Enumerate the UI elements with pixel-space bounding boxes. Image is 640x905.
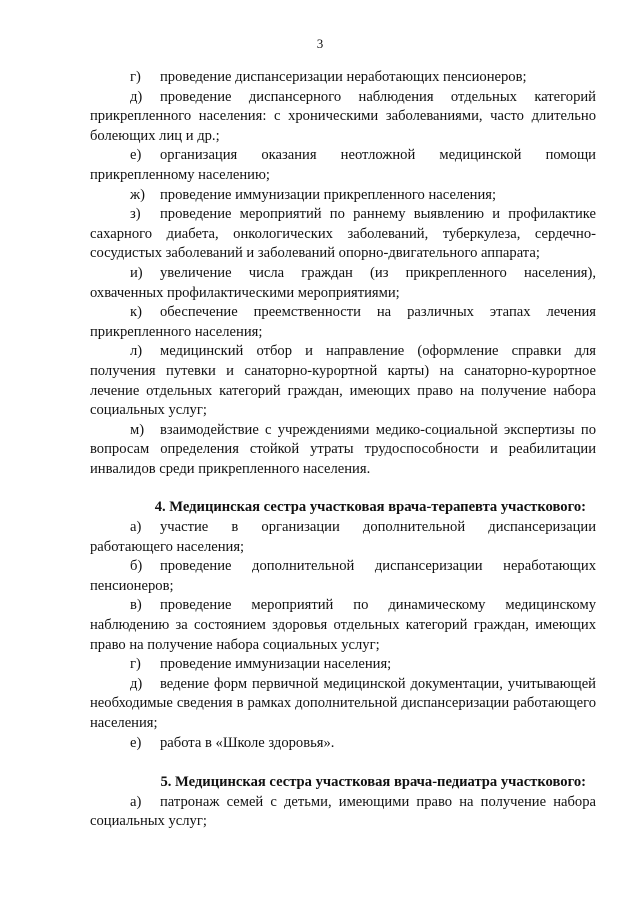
item-text: медицинский отбор и направление (оформление справки для получения путевки и санаторно-курортной карты) на санаторно-курортное лечение отдельных категорий граждан, имеющих право на получение набора социальных услуг; (90, 343, 596, 419)
section-spacer (90, 753, 596, 773)
list-item-a (90, 518, 596, 557)
item-letter: в) (130, 597, 142, 614)
item-letter: л) (130, 343, 143, 360)
item-letter: г) (130, 69, 141, 85)
item-letter: з) (130, 206, 141, 223)
item-text: взаимодействие с учреждениями медико-социальной экспертизы по вопросам определения стойкой утраты трудоспособности и реабилитации инвалидов среди прикрепленного населения. (90, 421, 596, 477)
item-text: проведение иммунизации прикрепленного населения; (160, 186, 497, 203)
item-text: проведение дополнительной диспансеризации неработающих пенсионеров; (90, 558, 596, 594)
list-item-i (90, 264, 596, 303)
item-text: проведение диспансерного наблюдения отдельных категорий прикрепленного населения: с хроническими заболеваниями, часто длительно болеющих лиц и др.; (90, 88, 596, 144)
section-5-heading: 5. Медицинская сестра участковая врача-педиатра участкового: (160, 774, 586, 791)
page-number: 3 (316, 36, 324, 51)
item-text: обеспечение преемственности на различных этапах лечения прикрепленного населения; (90, 304, 596, 340)
list-item-l (90, 342, 596, 420)
item-letter: б) (130, 558, 143, 575)
section-spacer (90, 479, 596, 498)
item-letter: е) (130, 734, 142, 751)
item-text: проведение диспансеризации неработающих пенсионеров; (160, 69, 527, 85)
list-item-d (90, 675, 596, 734)
list-item-zh (90, 186, 596, 206)
item-letter: д) (130, 675, 143, 692)
item-letter: г) (130, 656, 141, 673)
item-text: участие в организации дополнительной диспансеризации работающего населения; (90, 519, 596, 555)
item-text: проведение иммунизации населения; (160, 656, 392, 673)
item-text: работа в «Школе здоровья». (160, 734, 335, 751)
item-text: проведение мероприятий по раннему выявлению и профилактике сахарного диабета, онкологических заболеваний, туберкулеза, сердечно-сосудистых заболеваний и заболеваний опорно-двигательного аппарата; (90, 206, 596, 262)
item-letter: и) (130, 264, 143, 281)
item-letter: д) (130, 88, 143, 105)
list-item-m (90, 421, 596, 480)
list-item-d (90, 88, 596, 147)
item-letter: а) (130, 519, 142, 536)
item-letter: к) (130, 304, 142, 321)
item-letter: е) (130, 147, 142, 164)
item-text: проведение мероприятий по динамическому медицинскому наблюдению за состоянием здоровья отдельных категорий граждан, имеющих право на получение набора социальных услуг; (90, 597, 596, 653)
list-item-b (90, 557, 596, 596)
item-text: увеличение числа граждан (из прикрепленного населения), охваченных профилактическими мероприятиями; (90, 264, 596, 301)
list-item-g (90, 68, 596, 88)
list-item-k (90, 303, 596, 342)
item-text: организация оказания неотложной медицинской помощи прикрепленному населению; (90, 147, 596, 183)
item-text: патронаж семей с детьми, имеющими право на получение набора социальных услуг; (90, 793, 596, 830)
section-4-heading: 4. Медицинская сестра участковая врача-терапевта участкового: (154, 499, 586, 516)
list-item-v (90, 596, 596, 655)
list-item-a (90, 793, 596, 832)
document-body (90, 68, 596, 832)
list-item-e (90, 146, 596, 185)
item-letter: ж) (130, 186, 145, 203)
item-text: ведение форм первичной медицинской документации, учитывающей необходимые сведения в рамках дополнительной диспансеризации работающего населения; (90, 675, 596, 731)
list-item-e (90, 734, 596, 754)
item-letter: м) (130, 421, 145, 438)
list-item-z (90, 205, 596, 264)
list-item-g (90, 655, 596, 675)
item-letter: а) (130, 793, 142, 810)
